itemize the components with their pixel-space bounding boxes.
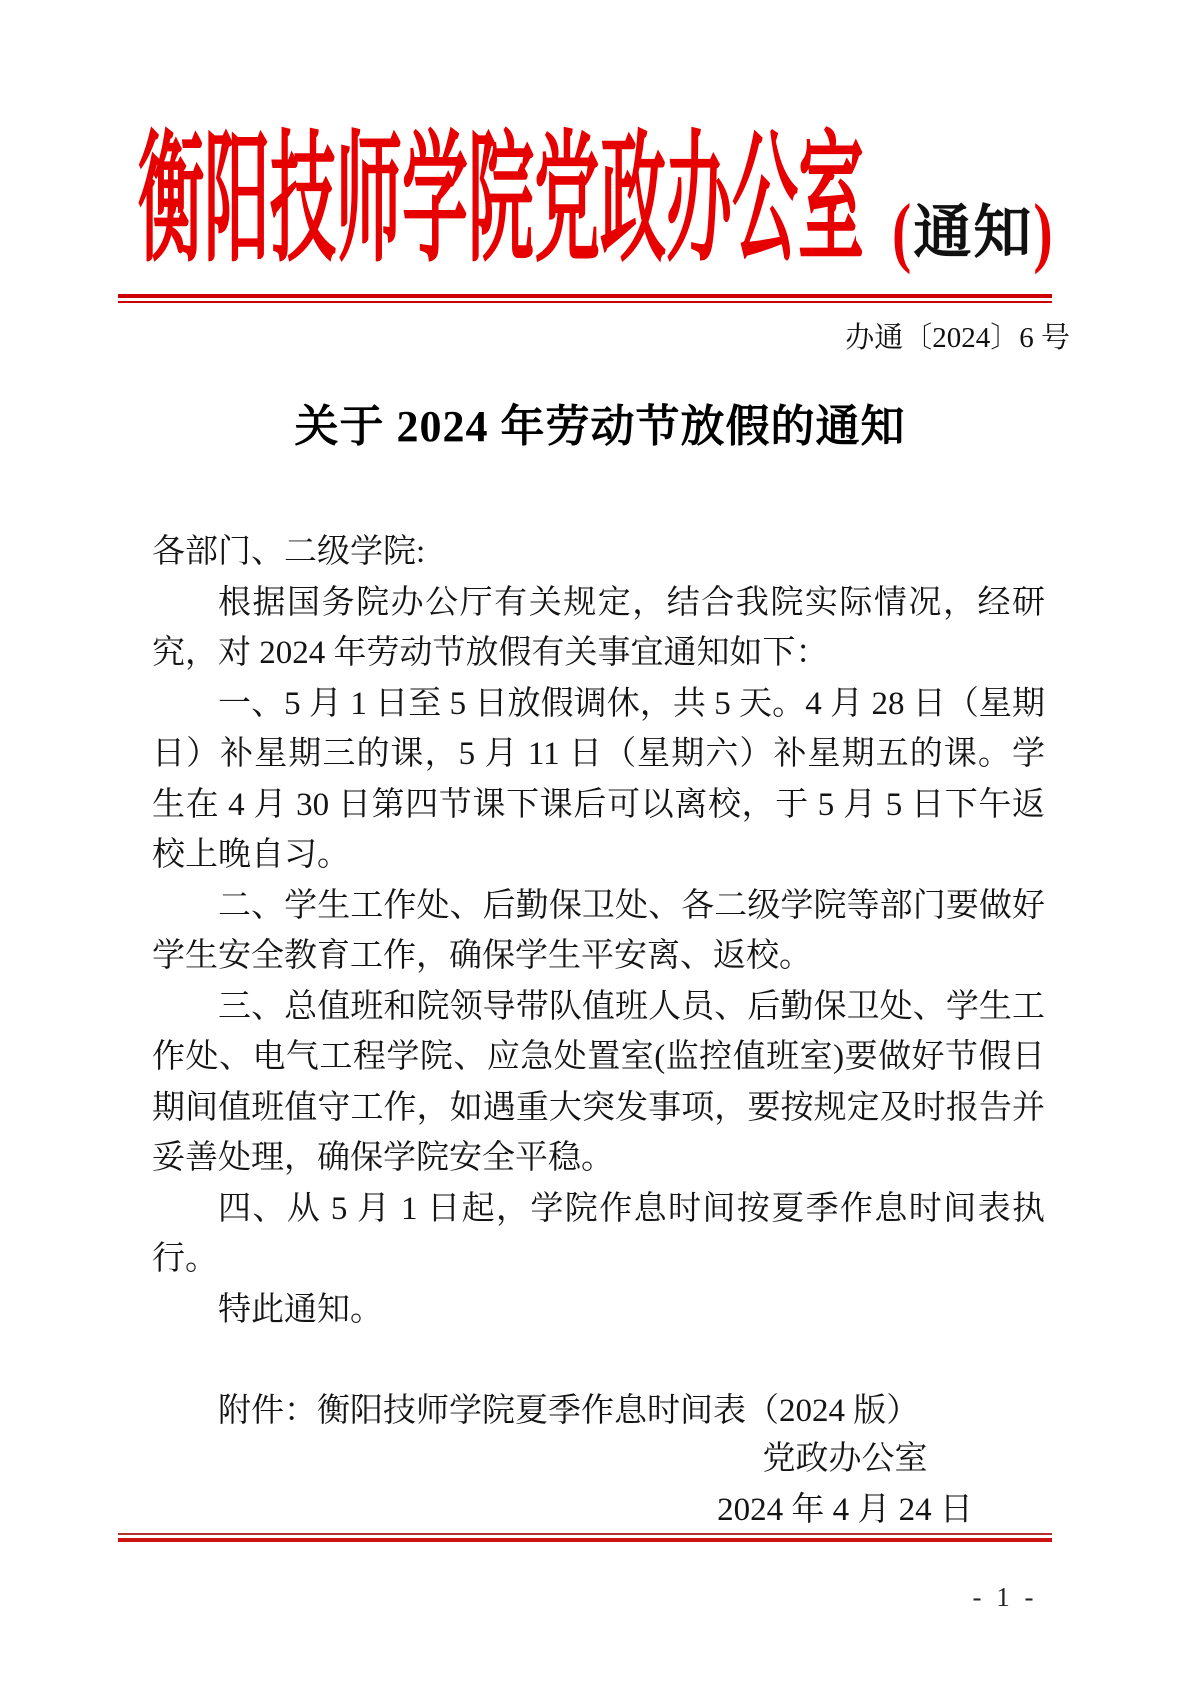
header-rule-thin bbox=[118, 301, 1052, 303]
signature-block bbox=[700, 1434, 990, 1535]
doc-type-paren-close: ) bbox=[1033, 187, 1055, 275]
issuing-office-title: 衡阳技师学院党政办公室 bbox=[138, 123, 864, 281]
signature-office: 党政办公室 bbox=[762, 1441, 928, 1477]
footer-rule-thick bbox=[118, 1538, 1052, 1542]
salutation: 各部门、二级学院: bbox=[152, 534, 426, 570]
doc-type-label: 通知 bbox=[913, 200, 1034, 265]
document-number: 办通〔2024〕6 号 bbox=[845, 322, 1070, 354]
document-title: 关于 2024 年劳动节放假的通知 bbox=[294, 402, 906, 451]
paragraph-item-4: 四、从 5 月 1 日起，学院作息时间按夏季作息时间表执行。 bbox=[152, 1190, 1045, 1277]
document-masthead bbox=[118, 0, 1055, 294]
doc-type-paren-open: ( bbox=[892, 187, 914, 275]
signature-date: 2024 年 4 月 24 日 bbox=[717, 1491, 973, 1528]
paragraph-intro: 根据国务院办公厅有关规定，结合我院实际情况，经研究，对 2024 年劳动节放假有关事宜通知如下： bbox=[152, 584, 1045, 671]
paragraph-item-3: 三、总值班和院领导带队值班人员、后勤保卫处、学生工作处、电气工程学院、应急处置室(监控值班室)要做好节假日期间值班值守工作，如遇重大突发事项，要按规定及时报告并妥善处理，确保学院安全平稳。 bbox=[152, 988, 1045, 1176]
paragraph-item-1: 一、5 月 1 日至 5 日放假调休，共 5 天。4 月 28 日（星期日）补星期三的课，5 月 11 日（星期六）补星期五的课。学生在 4 月 30 日第四节课下课后可以离校，于 5 月 5 日下午返校上晚自习。 bbox=[152, 685, 1045, 873]
document-body bbox=[152, 527, 1045, 1436]
paragraph-item-2: 二、学生工作处、后勤保卫处、各二级学院等部门要做好学生安全教育工作，确保学生平安离、返校。 bbox=[152, 887, 1045, 974]
footer-double-rule bbox=[118, 1533, 1052, 1542]
doc-type-tag bbox=[892, 187, 1055, 275]
page-number: - 1 - bbox=[972, 1582, 1038, 1612]
attachment-line: 附件：衡阳技师学院夏季作息时间表（2024 版） bbox=[218, 1392, 920, 1429]
paragraph-closing: 特此通知。 bbox=[218, 1291, 383, 1328]
header-double-rule bbox=[118, 294, 1052, 303]
